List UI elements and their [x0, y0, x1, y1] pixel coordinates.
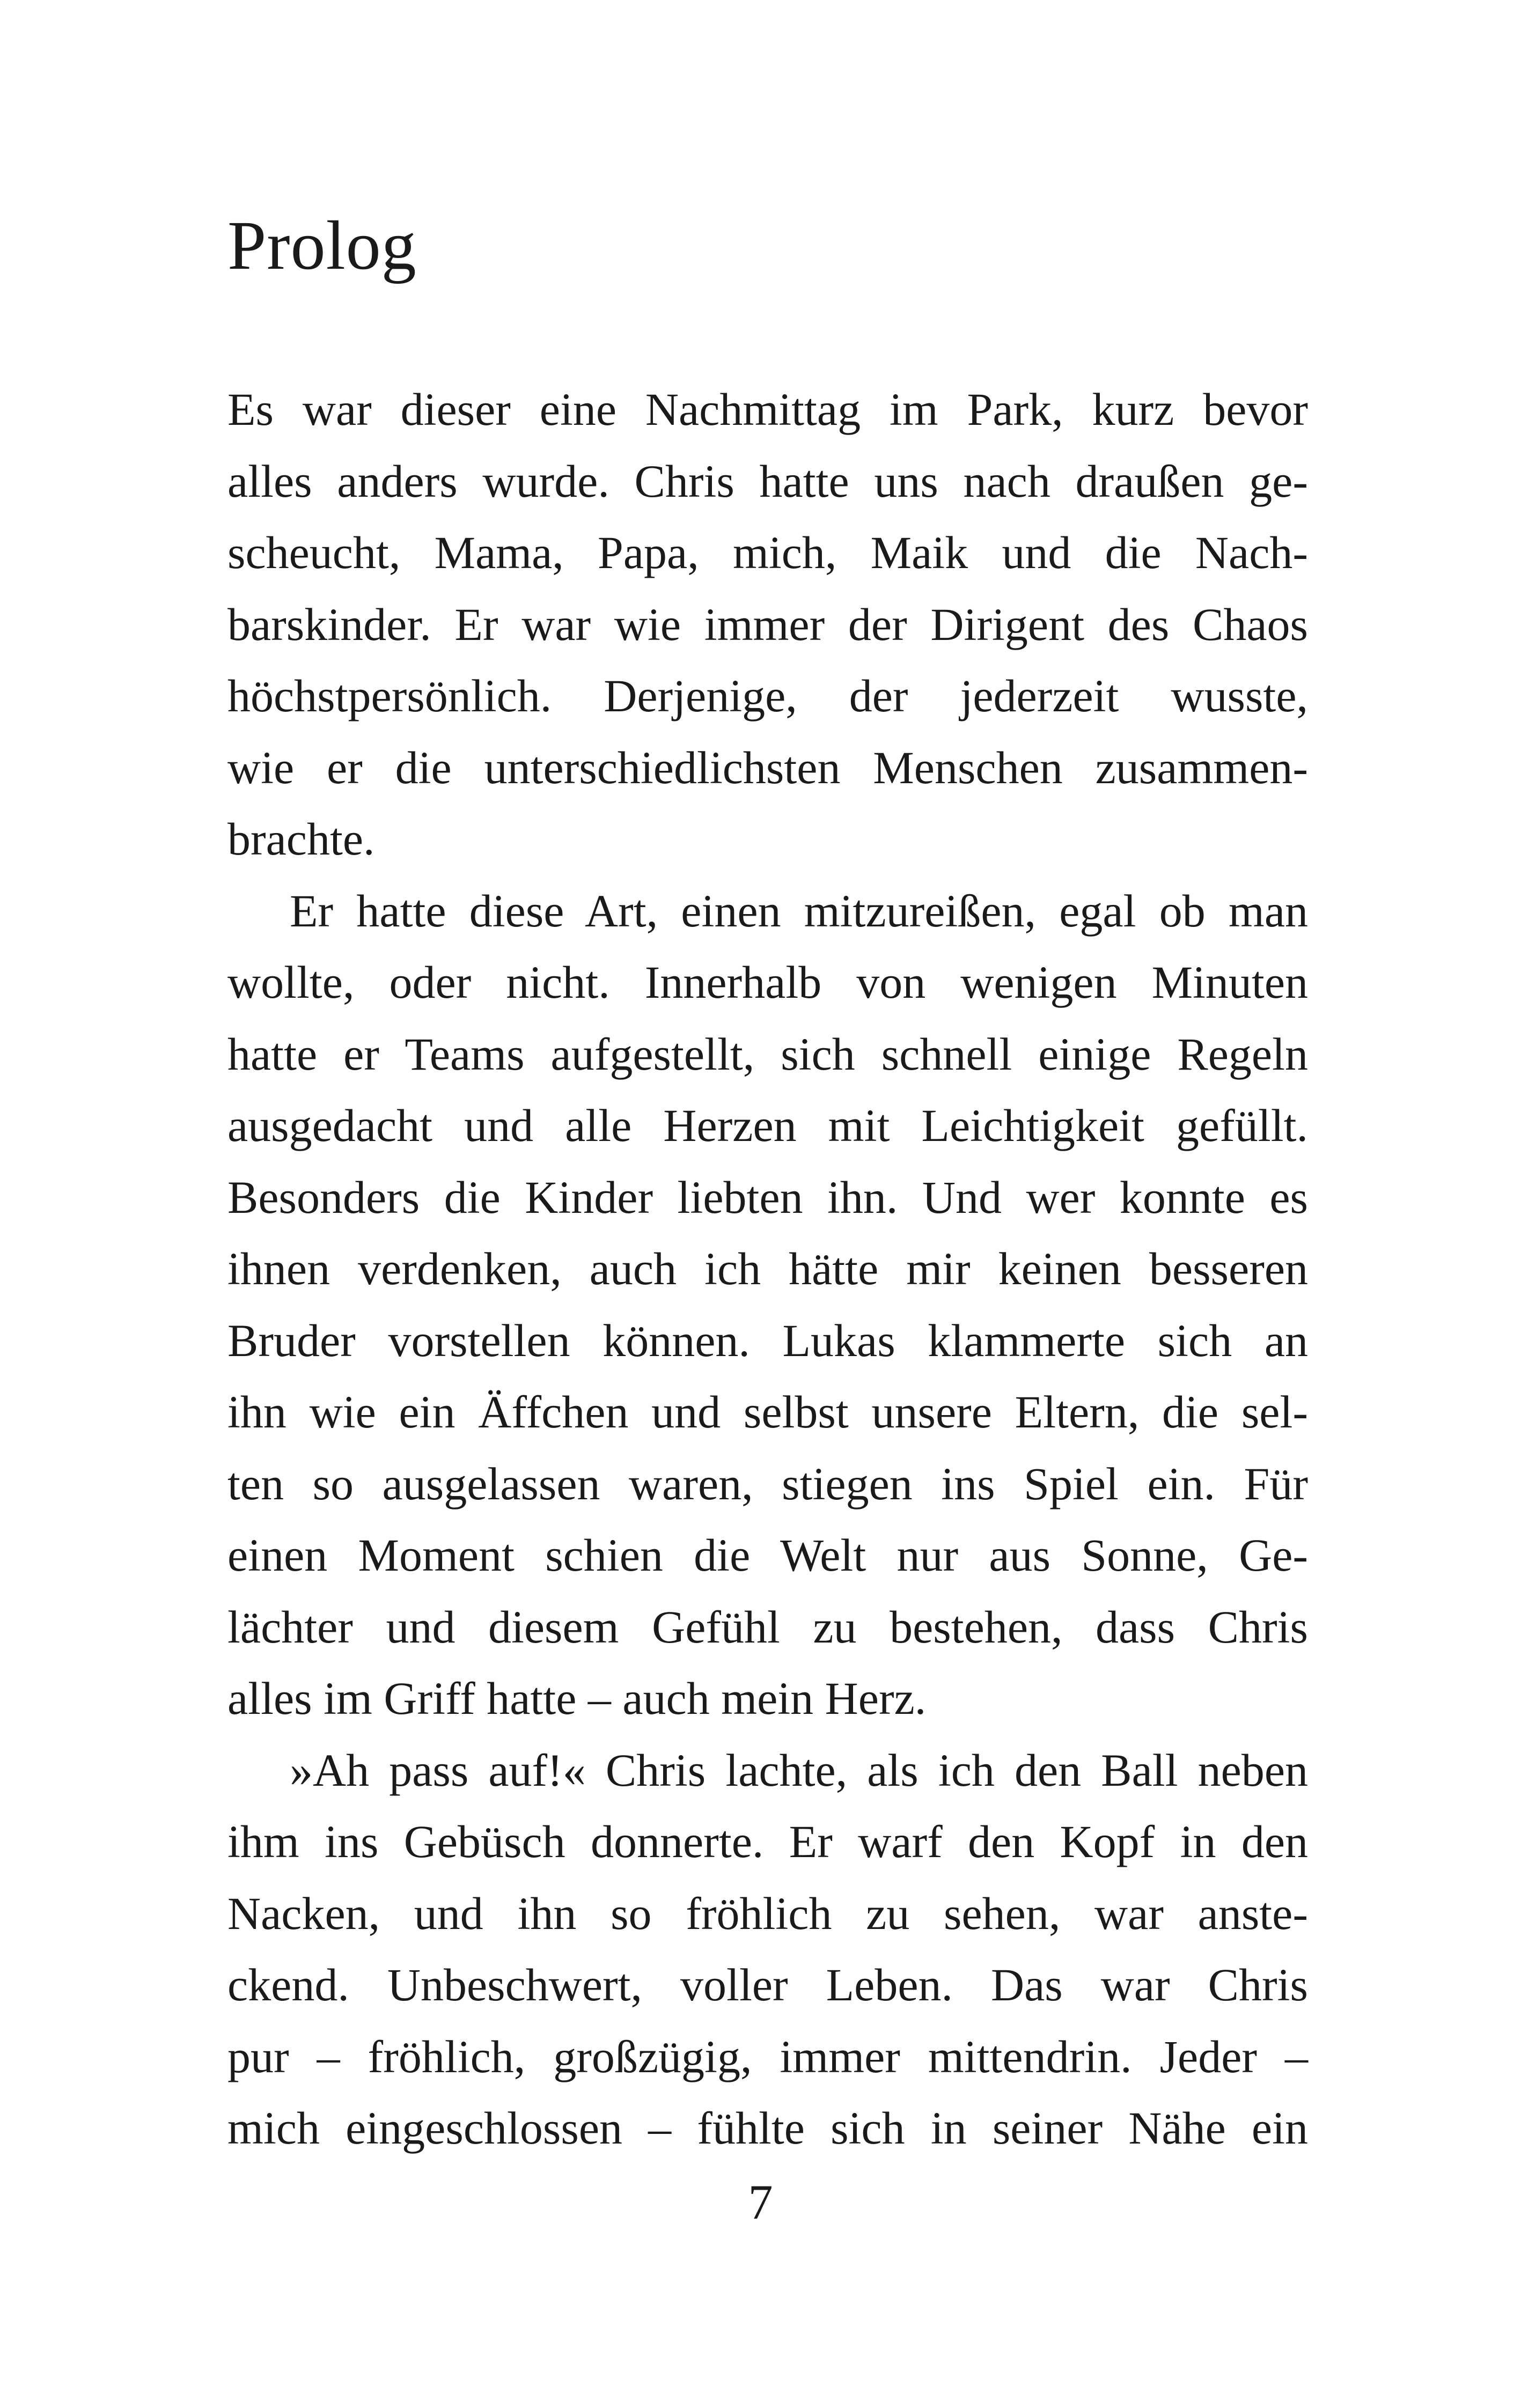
- text-line: barskinder. Er war wie immer der Dirigent des Chaos: [227, 598, 1308, 650]
- text-line: höchstpersönlich. Derjenige, der jederzeit wusste,: [227, 670, 1308, 721]
- text-line: einen Moment schien die Welt nur aus Sonne, Ge-: [227, 1529, 1308, 1581]
- text-line: brachte.: [227, 813, 375, 865]
- text-line: Er hatte diese Art, einen mitzureißen, egal ob man: [290, 885, 1308, 937]
- text-line: alles anders wurde. Chris hatte uns nach draußen ge-: [227, 455, 1308, 507]
- body-text: [227, 374, 1308, 2164]
- chapter-title: Prolog: [227, 207, 417, 284]
- text-line: ausgedacht und alle Herzen mit Leichtigkeit gefüllt.: [227, 1100, 1308, 1151]
- text-line: ckend. Unbeschwert, voller Leben. Das war Chris: [227, 1959, 1308, 2011]
- text-line: Besonders die Kinder liebten ihn. Und wer konnte es: [227, 1171, 1308, 1223]
- text-line: alles im Griff hatte – auch mein Herz.: [227, 1673, 927, 1724]
- text-line: pur – fröhlich, großzügig, immer mittendrin. Jeder –: [227, 2030, 1308, 2082]
- text-line: ihn wie ein Äffchen und selbst unsere Eltern, die sel-: [227, 1386, 1308, 1438]
- text-line: »Ah pass auf!« Chris lachte, als ich den Ball neben: [290, 1744, 1308, 1796]
- text-line: wie er die unterschiedlichsten Menschen zusammen-: [227, 741, 1308, 793]
- text-line: ihnen verdenken, auch ich hätte mir keinen besseren: [227, 1243, 1308, 1294]
- text-line: hatte er Teams aufgestellt, sich schnell einige Regeln: [227, 1028, 1308, 1080]
- text-line: Es war dieser eine Nachmittag im Park, kurz bevor: [227, 384, 1308, 435]
- text-line: lächter und diesem Gefühl zu bestehen, dass Chris: [227, 1601, 1308, 1653]
- text-line: scheucht, Mama, Papa, mich, Maik und die Nach-: [227, 527, 1308, 578]
- text-line: wollte, oder nicht. Innerhalb von wenigen Minuten: [227, 956, 1308, 1008]
- text-line: ihm ins Gebüsch donnerte. Er warf den Kopf in den: [227, 1816, 1308, 1867]
- text-line: Bruder vorstellen können. Lukas klammerte sich an: [227, 1314, 1308, 1366]
- page-number: 7: [748, 2175, 773, 2229]
- text-line: mich eingeschlossen – fühlte sich in seiner Nähe ein: [227, 2102, 1308, 2154]
- text-line: ten so ausgelassen waren, stiegen ins Spiel ein. Für: [227, 1457, 1308, 1509]
- text-line: Nacken, und ihn so fröhlich zu sehen, war anste-: [227, 1887, 1308, 1939]
